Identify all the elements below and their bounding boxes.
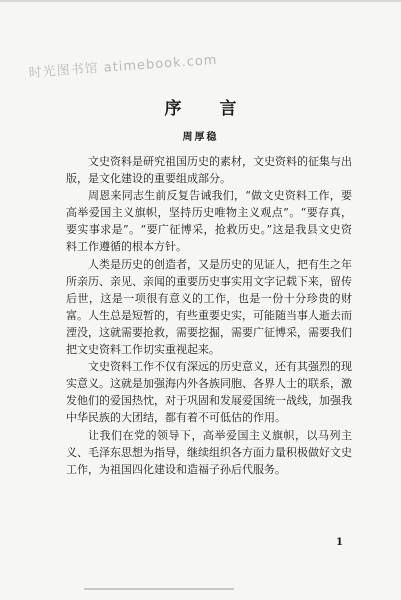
watermark: 时光图书馆 atimebook.com (28, 52, 218, 81)
page-number: 1 (336, 537, 343, 548)
body-text (66, 153, 352, 478)
author-name: 周厚稳 (182, 132, 219, 143)
paragraph: 文史资料工作不仅有深远的历史意义，还有其强烈的现实意义。这就是加强海内外各族同胞、各界人士的联系，激发他们的爱国热忱，对于巩固和发展爱国统一战线，加强我中华民族的大团结，都有着不可低估的作用。 (66, 360, 352, 425)
paragraph: 周恩来同志生前反复告诫我们，“做文史资料工作，要高举爱国主义旗帜，坚持历史唯物主义观点”。“要存真，要实事求是”。“要广征博采，抢救历史。”这是我县文史资料工作遵循的根本方针。 (66, 189, 352, 254)
paragraph: 人类是历史的创造者，又是历史的见证人，把有生之年所亲历、亲见、亲闻的重要历史事实用文字记载下来，留传后世，这是一项很有意义的工作，也是一份十分珍贵的财富。人生总是短暂的，有些重要史实，可能随当事人逝去而湮没，这就需要抢救，需要挖掘，需要广征博采，需要我们把文史资料工作切实重视起来。 (66, 257, 352, 357)
scan-edge (0, 0, 401, 2)
paragraph: 让我们在党的领导下，高举爱国主义旗帜，以马列主义、毛泽东思想为指导，继续组织各方面力量积极做好文史工作，为祖国四化建设和造福子孙后代服务。 (66, 428, 352, 476)
scan-smudge (84, 588, 234, 590)
paragraph: 文史资料是研究祖国历史的素材，文史资料的征集与出版，是文化建设的重要组成部分。 (66, 155, 352, 186)
page-title: 序言 (164, 99, 275, 119)
